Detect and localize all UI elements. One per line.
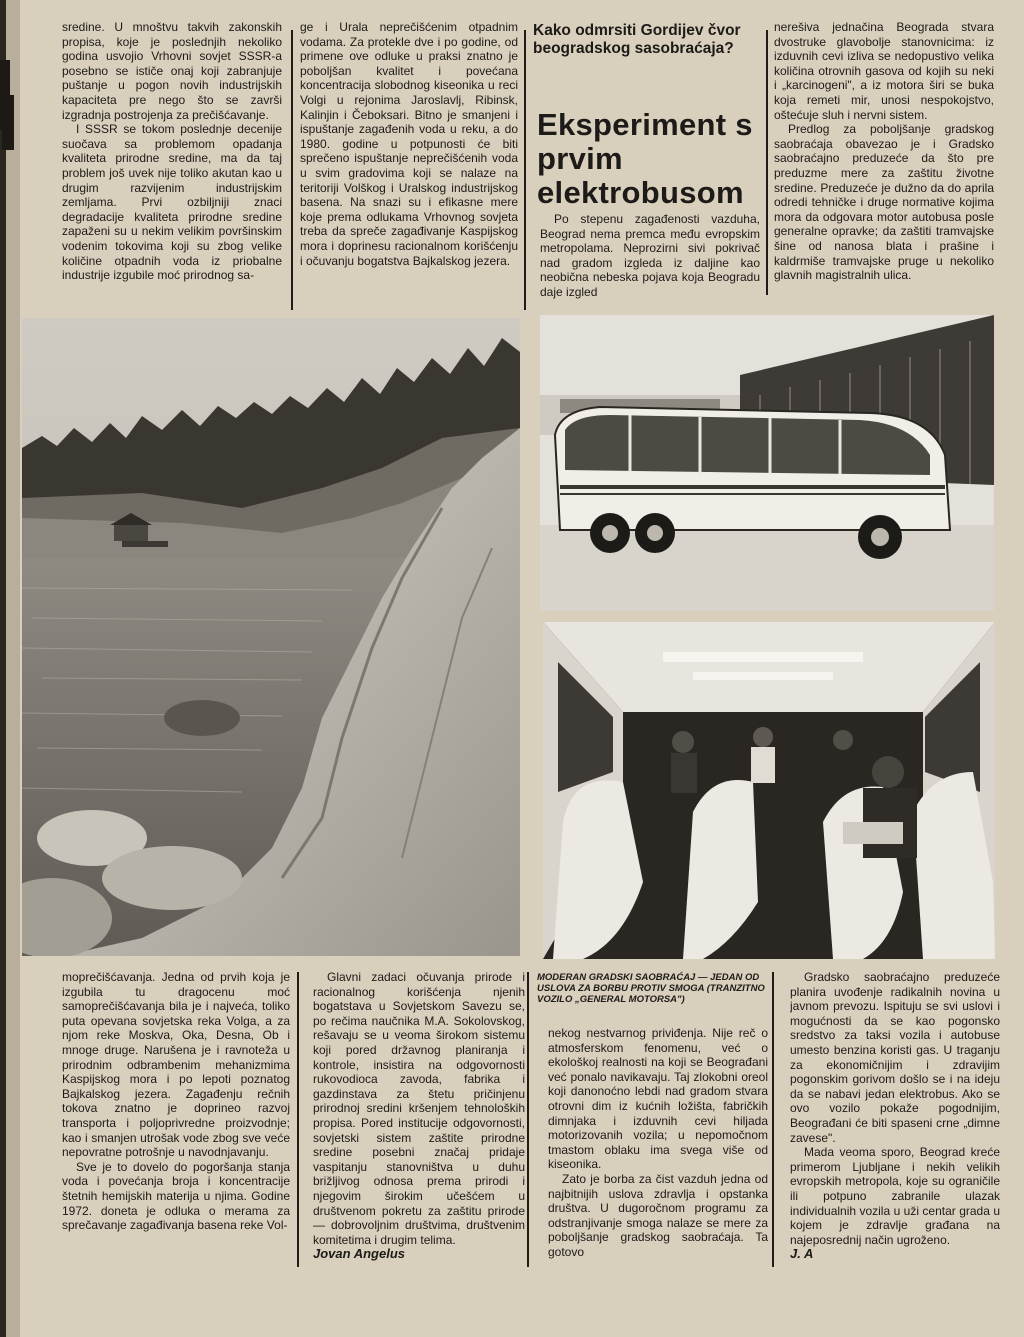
left-article-col2-top (300, 20, 518, 305)
paragraph: Zato je borba za čist vazduh jedna od najbitnijih uslova zdravlja i opstanka društva. U dugoročnom programu za odstranjivanje smoga nalaze se mere za poboljšanje gradskog saobraćaja. Ta gotovo (548, 1171, 768, 1259)
column-rule (291, 30, 293, 310)
paragraph: sredine. U mnoštvu takvih zakonskih propisa, koje je poslednjih nekoliko godina usvojio Vrhovni sovjet SSSR-a posebno se ističe onaj koji zabranjuje puštanje u pogon novih industrijskih kapaciteta pre nego što se završi izgradnja postrojenja za prečišćavanje. (62, 20, 282, 122)
left-article-col1-bottom (62, 970, 290, 1270)
paragraph: I SSSR se tokom poslednje decenije suočava sa problemom opadanja kvaliteta prirodne sredine, ma da taj problem još uvek nije toliko akutan kao u drugim razvijenim industrijskim zemljama. Prvi ozbiljniji znaci degradacije kvaliteta prirodne sredine zapaženi su u nekim velikim površinskim vodenim tokovima koji su zbog velike količine otpadnih voda iz priobalne industrije izgubile moć prirodnog sa- (62, 122, 282, 283)
paragraph: moprečišćavanja. Jedna od prvih koja je izgubila tu dragocenu moć samoprečišćavanja bila je i najveća, toliko puta opevana sovjetska reka Volga, a za njom reke Moskva, Oka, Desna, Ob i mnoge druge. Narušena je i ravnoteža u prirodnim odbrambenim mehanizmima Kaspijskog mora i po lepoti poznatog Bajkalskog jezera. Zagađenju rečnih tokova znatno je doprineo razvoj transporta i poljoprivredne proizvodnje; kao i smanjen utrošak vode zbog sve veće nepovratne potrošnje u navodnjavanju. (62, 970, 290, 1160)
paragraph: Sve je to dovelo do pogoršanja stanja voda i povećanja broja i koncentracije štetnih hemijskih materija u njima. Godine 1972. doneta je odluka o merama za sprečavanje zagađivanja basena reke Vol- (62, 1159, 290, 1233)
lake-shore-photo (22, 318, 520, 956)
right-article-col3-bottom (548, 1026, 768, 1270)
article-kicker: Kako odmrsiti Gordijev čvor beogradskog sasobraćaja? (533, 22, 741, 57)
author-byline: J. A (790, 1246, 814, 1262)
left-article-col2-bottom (313, 970, 525, 1270)
page-binding-edge (0, 0, 20, 1337)
paragraph: Glavni zadaci očuvanja prirode i racionalnog korišćenja njenih bogatstava u Sovjetskom Savezu se, po rečima naučnika M.A. Sokolovskog, rešavaju se u veoma širokom sistemu koji pored državnog planiranja i kontrole, insistira na odgovornosti rukovodioca zavoda, fabrika i gazdinstava za štetu pričinjenu prirodnoj sredini kršenjem tehnoloških propisa. Pored institucije odgovornosti, sovjetski sistem zaštite prirodne sredine posebni značaj pridaje vaspitanju stanovništva u duhu brižljivog odnosa prema prirodi i njegovim širokim učešćem u društvenom pokretu za zaštitu prirode — dobrovoljnim društvima, društvenim komitetima i drugim telima. (313, 970, 525, 1247)
paragraph: Predlog za poboljšanje gradskog saobraćaja obavezao je i Gradsko saobraćajno preduzeće da što pre preduzme mere za zaštitu životne sredine. Preduzeće je dužno da do aprila odredi tehničke i druge normative kojima mora da odgovara motor autobusa posle generalne opravke; da zaštiti tramvajske šine od nanosa blata i prašine i kaldrmiše tramvajske pruge u nekoliko glavnih magistralnih ulica. (774, 122, 994, 283)
author-line (790, 1247, 1000, 1262)
paragraph: Gradsko saobraćajno preduzeće planira uvođenje radikalnih novina u javnom prevozu. Ispituju se svi uslovi i mogućnosti da se kao pogonsko sredstvo za taksi vozila i autobuse umesto benzina koristi gas. U traganju za ekonomičnijim i zdravijim pogonskim gorivom došlo se i na ideju da se nabavi jedan elektrobus. Ako se ovo vozilo pokaže pogodnijim, Beograđani će biti spaseni crne „dimne zavese". (790, 970, 1000, 1145)
paragraph: nerešiva jednačina Beograda stvara dvostruke glavobolje stanovnicima: iz izduvnih cevi izliva se nedopustivo velika količina otrovnih gasova od kojih su neki i „karcinogeni", a iz motora širi se buka koja remeti mir, unosi nespokojstvo, oštećuje sluh i nervni sistem. (774, 20, 994, 122)
paragraph: nekog nestvarnog priviđenja. Nije reč o atmosferskom fenomenu, već o ekološkoj realnosti na koji se Beograđani već ponalo navikavaju. Taj zlokobni oreol koji danonoćno lebdi nad gradom stvara otrovni dim iz kućnih ložišta, fabričkih dimnjaka i izduvnih cevi hiljada motorizovanih vozila; u nepomočnom tmastom oblaku ima svega više od kiseonika. (548, 1026, 768, 1172)
binding-tab (2, 95, 14, 150)
right-article-col4-bottom (790, 970, 1000, 1270)
electric-bus-exterior-photo (540, 315, 994, 611)
column-rule (527, 972, 529, 1267)
paragraph: ge i Urala neprečišćenim otpadnim vodama. Za protekle dve i po godine, od primene ove odluke u praksi znatno je poboljšan kvalitet i povećana koncentracija slobodnog kiseonika u reci Volgi u rejonima Jaroslavlj, Ribinsk, Kalinjin i Čeboksari. Bitno je smanjeni i ispuštanje zagađenih voda u reku, a do 1980. godine u potpunosti će biti sprečeno ispuštanje neprečišćenih voda u svim gradovima koji se nalaze na teritoriji Volškog i Uralskog industrijskog basena. Na snazi su i efikasne mere koje prema odlukama Vrhovnog sovjeta treba da spreče zagađivanje Kaspijskog mora i doprinesu racionalnom korišćenju i očuvanju bogatstva Bajkalskog jezera. (300, 20, 518, 268)
right-article-col3-top (540, 212, 760, 307)
left-article-col1-top (62, 20, 282, 305)
paragraph: Po stepenu zagađenosti vazduha, Beograd nema premca među evropskim metropolama. Neprozirni sivi pokrivač nad gradom izgleda iz daljine kao neobična nebeska pojava koja Beogradu daje izgled (540, 212, 760, 299)
electric-bus-interior-photo (543, 622, 995, 959)
article-headline: Eksperiment s prvim elektrobusom (537, 107, 753, 210)
photo-caption: MODERAN GRADSKI SAOBRAĆAJ — JEDAN OD USLOVA ZA BORBU PROTIV SMOGA (TRANZITNO VOZILO „GENERAL MOTORSA") (537, 972, 765, 1005)
author-line (313, 1247, 525, 1262)
column-rule (297, 972, 299, 1267)
author-byline: Jovan Angelus (313, 1246, 405, 1262)
column-rule (766, 30, 768, 295)
column-rule (524, 30, 526, 310)
paragraph: Mada veoma sporo, Beograd kreće primerom Ljubljane i nekih velikih evropskih metropola, koje su ograničile ili potpuno zabranile ulazak individualnih vozila u uži centar grada u kojem je zdravlje građana na najeposrednij način ugroženo. (790, 1145, 1000, 1247)
right-article-col4-top (774, 20, 994, 310)
column-rule (772, 972, 774, 1267)
